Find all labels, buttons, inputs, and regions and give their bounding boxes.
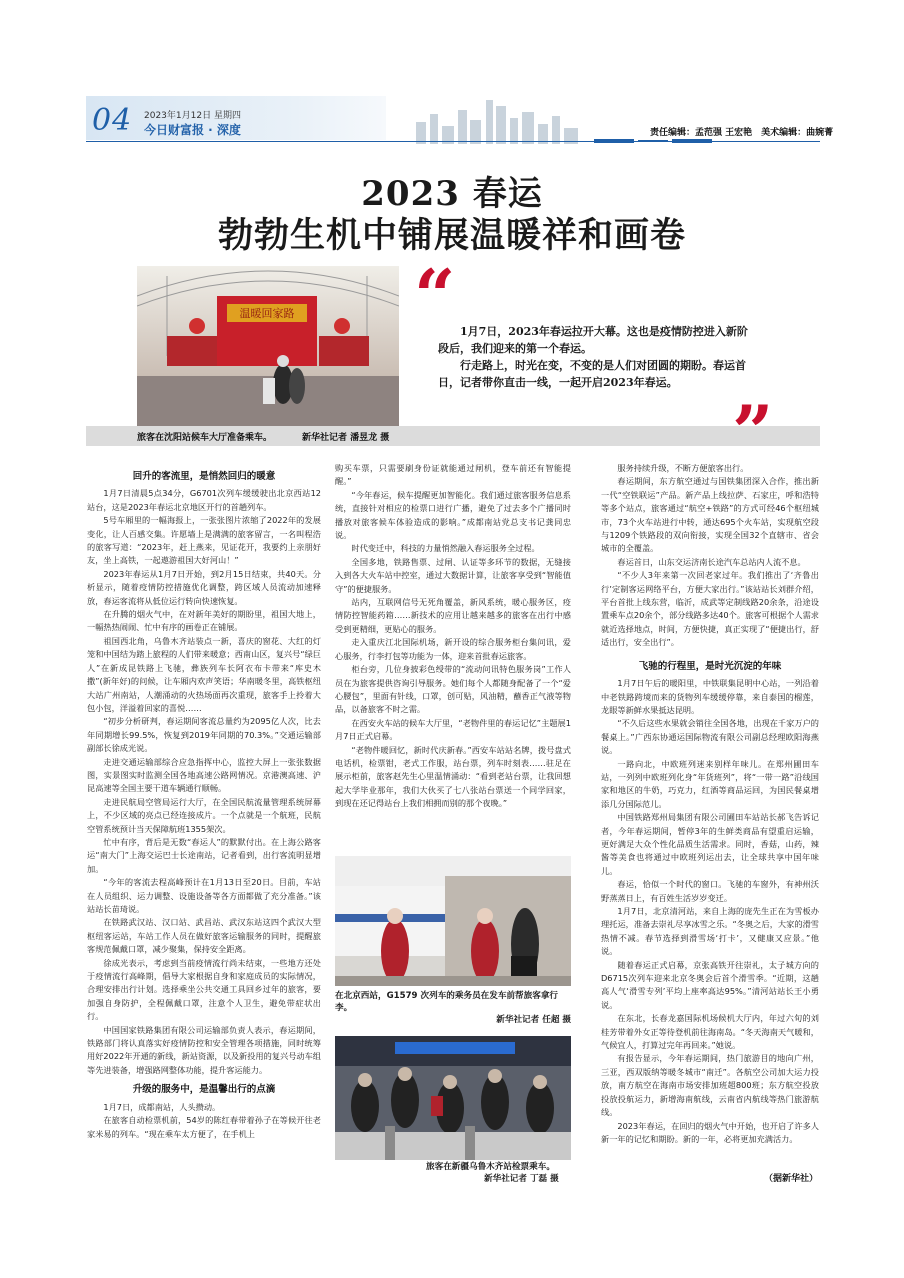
paragraph: “今年春运，候车提醒更加智能化。我们通过旅客服务信息系统，直接针对相应的检票口进行广播，避免了过去多个广播同时播放对旅客候车体验造成的影响。”成都南站党总支书记龚同忠说。 — [335, 489, 571, 541]
column-right — [601, 462, 819, 1146]
paragraph: 春运期间，东方航空通过与国铁集团深入合作，推出新一代“空铁联运”产品。新产品上线拉萨、石家庄，呼和浩特等多个站点，旅客通过“航空+铁路”的方式可经46个枢纽城市，73个火车站进行中转，通达695个火车站，实现航空段与1209个铁路段的双向衔接，实现全国32个直辖市、省会城市的全覆盖。 — [601, 476, 819, 554]
paragraph: “不久后这些水果就会销往全国各地，出现在千家万户的餐桌上。”广西东协通运国际物流有限公司副总经理欧阳海燕说。 — [601, 718, 819, 756]
photo-credit: 新华社记者 任超 摄 — [496, 1015, 571, 1025]
paragraph: 时代变迁中，科技的力量悄然融入春运服务全过程。 — [351, 543, 540, 554]
lead-paragraph — [438, 323, 748, 391]
subheading-3: 飞驰的行程里，是时光沉淀的年味 — [638, 660, 782, 672]
issue-date: 2023年1月12日 星期四 — [144, 111, 241, 121]
caption-text: 旅客在新疆乌鲁木齐站检票乘车。 — [426, 1162, 555, 1172]
photo-credit: 新华社记者 丁磊 摄 — [484, 1174, 559, 1184]
paragraph: 站内，互联网信号无死角覆盖，新风系统，暖心服务区，疫情防控智能药箱……新技术的应用让越来越多的旅客在出行中感受到更精细，更贴心的服务。 — [335, 597, 571, 634]
paragraph: 春运首日，山东交运济南长途汽车总站内人流不息。 — [617, 556, 806, 567]
subheading-2: 升级的服务中，是温馨出行的点滴 — [132, 1084, 276, 1096]
photo-urumqi-station — [335, 1036, 571, 1160]
paragraph: “不少人3年来第一次回老家过年。我们推出了‘齐鲁出行’定制客运网络平台，方便大家出行。”该站站长刘群介绍，平台首批上线东营，临沂，成武等定制线路20余条，沿途设置乘车点20余个，部分线路多达40个。旅客可根据个人需求就近选择地点，时间，方便快捷，真正实现了“便捷出行，舒适出行，安全出行”。 — [601, 570, 819, 648]
lead-p1: 1月7日，2023年春运拉开大幕。这也是疫情防控进入新阶段后，我们迎来的第一个春运。 — [438, 325, 748, 355]
caption-text: 在北京西站，G1579 次列车的乘务员在发车前帮旅客拿行李。 — [335, 991, 559, 1013]
paragraph: 购买车票，只需要刷身份证就能通过闸机，登车前还有智能提醒。” — [335, 463, 571, 487]
lead-photo-sign: 温暖回家路 — [239, 307, 295, 320]
paragraph: 一路向北，中欧班列迷来别样年味儿。在郑州圃田车站，一列列中欧班列化身“年货班列”，将“一带一路”沿线国家和地区的牛奶，巧克力，红酒等商品运回，为国民餐桌增添几分国际范儿。 — [601, 758, 819, 809]
headline-line-1: 2023 春运 — [361, 174, 543, 214]
paragraph: 随着春运正式启幕，京张高铁开往崇礼，太子城方向的D6715次列车迎来北京冬奥会后首个滑雪季。“近期，这趟高人气‘滑雪专列’平均上座率高达95%。”清河站站长王小勇说。 — [601, 959, 819, 1010]
paragraph: 中国铁路郑州局集团有限公司圃田车站站长郝飞告诉记者，今年春运期间，暂停3年的生鲜类商品有望重启运输，更好满足大众个性化品质生活需求。同时，香菇，山药，辣酱等美食也将通过中欧班列运出去，让全球共享中国年味儿。 — [601, 812, 819, 876]
column-middle — [335, 462, 571, 811]
editor-credits: 责任编辑：孟范强 王宏艳 美术编辑：曲婉菁 — [650, 128, 834, 138]
paragraph: 有报告显示，今年春运期间，热门旅游目的地向广州，三亚，西双版纳等暖冬城市“南迁”。各航空公司加大运力投放，南方航空在海南市场安排加班超800班；东方航空投放投放投航运力，新增海南航线，云南省内航线等热门旅游航线。 — [601, 1053, 819, 1118]
skyline-illustration — [396, 92, 596, 144]
paragraph: 在旅客自动检票机前，54岁的陈红春带着孙子在等候开往老家米易的列车。“现在乘车太方便了，在手机上 — [87, 1115, 321, 1139]
paragraph: 走入重庆江北国际机场，新开设的综合服务柜台集问讯，爱心服务，行李打包等功能为一体，迎来首批春运旅客。 — [335, 637, 571, 661]
paragraph: 1月7日清晨5点34分，G6701次列车缓缓驶出北京西站12站台，这是2023年春运北京地区开行的首趟列车。 — [87, 488, 321, 512]
lead-photo-credit: 新华社记者 潘昱龙 摄 — [302, 433, 390, 443]
paragraph: 走进民航局空管局运行大厅，在全国民航流量管理系统屏幕上，不少区域的亮点已经连接成片。一个点就是一个航班，民航空管系统预计当天保障航班1355架次。 — [87, 796, 321, 834]
paragraph: 走进交通运输部综合应急指挥中心，监控大屏上一张张数据图，实景图实时监测全国各地高速公路网情况。京港澳高速、沪昆高速等全国主要干道车辆通行顺畅。 — [87, 756, 321, 794]
paragraph: 服务持续升级，不断方便旅客出行。 — [617, 463, 749, 473]
paragraph: 中国国家铁路集团有限公司运输部负责人表示，春运期间，铁路部门将认真落实好疫情防控和安全管理各项措施，同时统筹用好2022年开通的新线，新站资源，以及新投用的复兴号动车组等先进装备，增强路网整体功能，提升客运能力。 — [87, 1024, 321, 1075]
paragraph: 在铁路武汉站、汉口站、武昌站、武汉东站这四个武汉大型枢纽客运站，车站工作人员在做好旅客运输服务的同时，提醒旅客规范佩戴口罩，减少聚集，保持安全距离。 — [87, 917, 321, 955]
paper-section: 今日财富报 · 深度 — [144, 123, 241, 137]
paragraph: 在东北，长春龙嘉国际机场候机大厅内，年过六旬的刘桂芳带着外女正等待登机前往海南岛。“冬天海南天气暖和，气候宜人，打算过完年再回来。”她说。 — [601, 1013, 819, 1051]
paragraph: 2023年春运，在回归的烟火气中开始，也开启了许多人新一年的记忆和期盼。新的一年，必将更加充满活力。 — [601, 1120, 819, 1144]
headline-line-2: 勃勃生机中铺展温暖祥和画卷 — [217, 215, 686, 256]
paragraph: 徐成光表示，考虑到当前疫情流行尚未结束，一些地方还处于疫情流行高峰期，倡导大家根据自身和家庭成员的实际情况，合理安排出行计划。选择乘坐公共交通工具回乡过年的旅客，要加强自身防护，全程佩戴口罩，注意个人卫生，避免带症状出行。 — [87, 957, 321, 1022]
photo-beijing-west — [335, 856, 571, 986]
photo-caption-3 — [426, 1161, 571, 1185]
paragraph: 春运，恰似一个时代的窗口。飞驰的车窗外，有神州沃野蒸蒸日上，有百姓生活岁岁变迁。 — [601, 879, 819, 903]
paragraph: 1月7日，成都南站，人头攒动。 — [103, 1101, 221, 1112]
paragraph: 2023年春运从1月7日开始，到2月15日结束，共40天。分析显示，随着疫情防控措施优化调整，跨区域人员流动加速释放，春运客流将从低位运行转向快速恢复。 — [87, 568, 321, 606]
paragraph: “老物件暖回忆，新时代庆新春。”西安车站站名牌，拨号盘式电话机，检票钳，老式工作服，站台票，列车时刻表……驻足在展示柜前，旅客赵先生心里温情涌动：“看到老站台票，让我回想起大学毕业那年，我们大伙买了七八张站台票送一个同学回家，到现在还记得站台上我们相拥而别的那个夜晚。” — [335, 744, 571, 809]
paragraph: 忙中有序，背后是无数“春运人”的默默付出。在上海公路客运“南大门”上海交运巴士长途南站，记者看到，出行客流明显增加。 — [87, 836, 321, 874]
paragraph: 1月7日午后的暖阳里，中铁联集昆明中心站，一列沿着中老铁路跨境而来的货物列车缓缓停靠，来自泰国的榴莲，龙眼等新鲜水果抵达昆明。 — [601, 678, 819, 715]
photo-caption-2 — [335, 990, 571, 1026]
column-left — [87, 464, 321, 1141]
lead-photo-caption: 旅客在沈阳站候车大厅准备乘车。 — [137, 433, 273, 443]
paragraph: 1月7日，北京清河站，来自上海的庞先生正在为雪板办理托运，准备去崇礼尽享冰雪之乐。“冬奥之后，大家的滑雪热情不减。春节选择到滑雪场‘打卡’，又健康又应景。”他说。 — [601, 906, 819, 957]
paragraph: 柜台旁，几位身披彩色绶带的“流动问讯特色服务岗”工作人员在为旅客提供咨询引导服务。她们每个人都随身配备了一个“爱心腰包”，里面有针线，口罩，创可贴，风油精，蘸香正气液等物品，以备旅客不时之需。 — [335, 664, 571, 715]
paragraph: 在西安火车站的候车大厅里，“老物件里的春运记忆”主题展1月7日正式启幕。 — [335, 717, 571, 742]
paragraph: 在升腾的烟火气中，在对新年美好的期盼里，祖国大地上，一幅热热闹闹、忙中有序的画卷正在铺展。 — [87, 609, 321, 633]
source-note: （据新华社） — [764, 1174, 819, 1184]
paragraph: 祖国西北角，乌鲁木齐站装点一新，喜庆的窗花、大红的灯笼和中国结为踏上旅程的人们带来暖意；西南山区，复兴号“绿巨人”在新成昆铁路上飞驰，彝族列车长阿衣布卡带来“库史木撒”(新年好)的问候，让车厢内欢声笑语；华南暖冬里，高铁枢纽大站广州南站，人潮涌动的火热场面再次重现，旅客手上拎着大包小包，洋溢着回家的喜悦…… — [87, 635, 321, 713]
paragraph: 5号车厢里的一幅海报上，一张张图片浓缩了2022年的发展变化，让人百感交集。许愿墙上是满满的旅客留言，一名叫程浩的旅客写道：“2023年，赶上燕来，见证花开，我要约上亲朋好友，坐上高铁，一起遨游祖国大好河山！” — [87, 515, 321, 566]
header-rule-accent — [594, 139, 714, 143]
close-quote-icon: ” — [732, 389, 774, 474]
subheading-1: 回升的客流里，是悄然回归的暖意 — [132, 471, 276, 482]
lead-photo — [137, 266, 399, 427]
paragraph: “今年的客流去程高峰预计在1月13日至20日。目前，车站在人员组织、运力调整、设施设备等各方面都做了充分准备。”该站站长苗琦说。 — [87, 877, 321, 914]
open-quote-icon: “ — [414, 253, 456, 338]
paragraph: “初步分析研判，春运期间客流总量约为2095亿人次，比去年同期增长99.5%，恢复到2019年同期的70.3%。”交通运输部副部长徐成光说。 — [87, 716, 321, 754]
lead-p2: 行走路上，时光在变，不变的是人们对团圆的期盼。春运首日，记者带你直击一线，一起开启2023年春运。 — [438, 359, 746, 389]
paragraph: 全国多地，铁路售票、过闸、认证等多环节的数据，无缝接入到各大火车站中控室，通过大数据计算，让旅客享受到“智能值守”的便捷服务。 — [335, 556, 571, 594]
page-number: 04 — [92, 103, 133, 138]
